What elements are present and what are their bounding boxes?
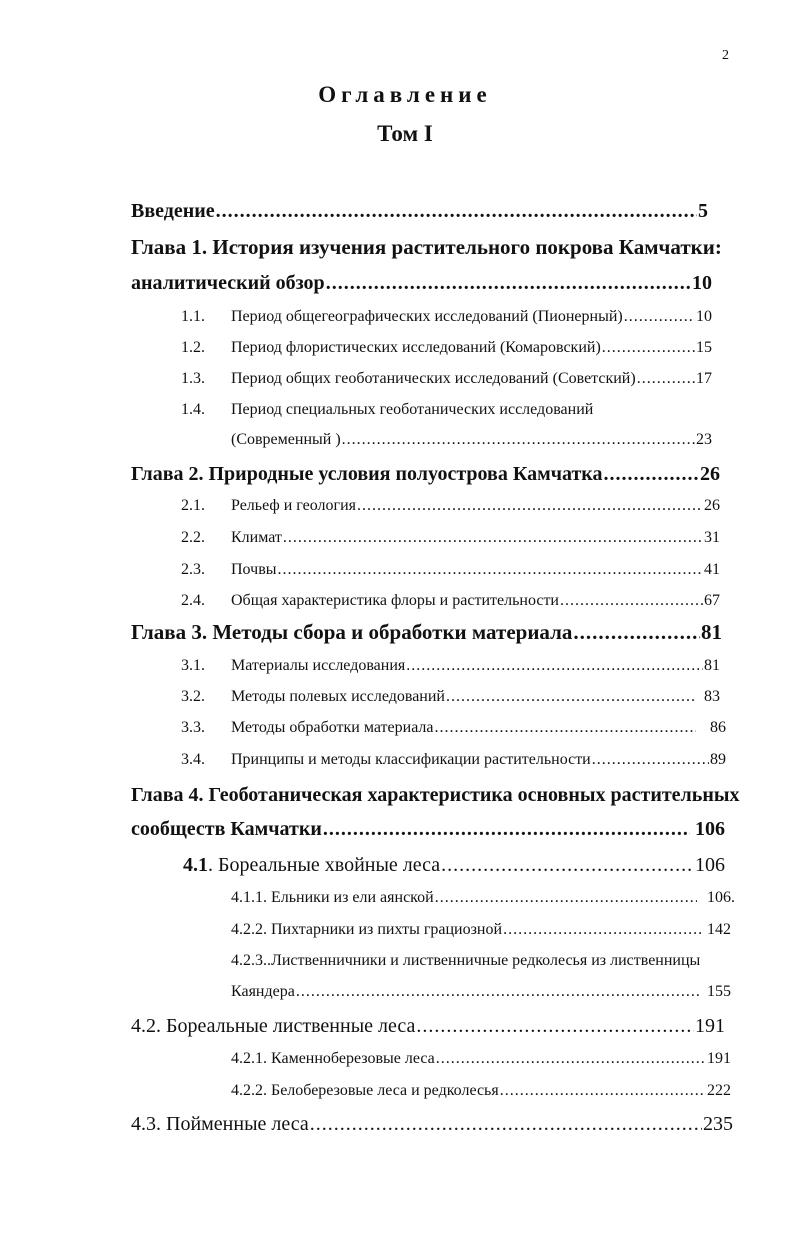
entry-page: 155 [707, 983, 731, 1000]
toc-subsection-4-1-1[interactable] [231, 890, 735, 906]
entry-title: 4.3. Пойменные леса [131, 1113, 309, 1135]
entry-title: Почвы [231, 561, 277, 578]
entry-title: Методы обработки материала [231, 719, 434, 736]
toc-subsection-4-2-3-line1[interactable]: 4.2.3..Лиственничники и лиственничные редколесья из лиственницы [231, 952, 701, 969]
entry-title: 4.1.1. Ельники из ели аянской [231, 889, 434, 906]
toc-section-1-4[interactable] [231, 432, 712, 448]
toc-section-2-2[interactable] [231, 530, 720, 546]
entry-title: (Современный ) [231, 431, 341, 448]
toc-section-4-2[interactable] [131, 1016, 725, 1036]
dot-leader [435, 720, 696, 736]
toc-section-4-3[interactable] [131, 1114, 733, 1134]
entry-page: 10 [696, 308, 712, 325]
entry-title: 4.2.2. Пихтарники из пихты грациозной [231, 921, 503, 938]
toc-subsection-4-2-2-birch[interactable] [231, 1083, 731, 1099]
dot-leader [446, 689, 694, 705]
entry-title: Глава 2. Природные условия полуострова Камчатка [131, 463, 603, 485]
dot-leader [592, 752, 709, 768]
entry-page: 10 [692, 272, 712, 294]
entry-title: Материалы исследования [231, 657, 406, 674]
entry-page: 106. [707, 889, 735, 906]
dot-leader [283, 530, 703, 546]
entry-page: 142 [707, 921, 731, 938]
entry-title: Период общих геоботанических исследований (Советский) [231, 370, 636, 387]
entry-page: 67 [704, 592, 720, 609]
toc-chapter-1[interactable] [131, 273, 712, 293]
dot-leader [296, 984, 702, 1000]
toc-section-3-2[interactable] [231, 689, 720, 705]
entry-page: 31 [704, 529, 720, 546]
dot-leader [436, 1051, 706, 1067]
toc-section-3-1[interactable] [231, 658, 720, 674]
toc-chapter-2[interactable] [131, 464, 720, 484]
dot-leader [435, 890, 697, 906]
toc-subsection-4-2-3[interactable] [231, 984, 731, 1000]
entry-page: 15 [696, 339, 712, 356]
entry-title [183, 855, 440, 875]
section-number: 4.1 [183, 854, 208, 876]
section-number: 2.2. [181, 529, 205, 546]
entry-title: 4.2.1. Каменноберезовые леса [231, 1050, 435, 1067]
section-number: 1.4. [181, 401, 205, 418]
dot-leader [503, 922, 702, 938]
section-number: 2.3. [181, 561, 205, 578]
toc-chapter-4[interactable] [131, 819, 725, 839]
toc-section-1-3[interactable] [231, 371, 712, 387]
entry-page: 235 [703, 1113, 733, 1135]
toc-section-1-4-line1[interactable]: Период специальных геоботанических исследований [231, 401, 594, 418]
section-number: 1.2. [181, 339, 205, 356]
dot-leader [406, 658, 703, 674]
dot-leader [278, 562, 704, 578]
entry-page: 222 [707, 1082, 731, 1099]
entry-page: 81 [704, 657, 720, 674]
volume-title: Том I [377, 121, 433, 146]
entry-page: 81 [701, 620, 722, 644]
dot-leader [326, 273, 691, 293]
entry-title: аналитический обзор [131, 272, 325, 294]
entry-page: 26 [700, 463, 720, 485]
dot-leader [624, 309, 695, 325]
dot-leader [323, 819, 690, 839]
dot-leader [342, 432, 695, 448]
section-number: 2.1. [181, 497, 205, 514]
toc-section-2-1[interactable] [231, 498, 720, 514]
entry-page: 41 [704, 561, 720, 578]
page-number: 2 [722, 48, 729, 63]
entry-page: 89 [710, 751, 726, 768]
toc-section-1-1[interactable] [231, 309, 712, 325]
section-number: 3.2. [181, 688, 205, 705]
dot-leader [357, 498, 703, 514]
section-number: 3.4. [181, 751, 205, 768]
toc-subsection-4-2-2-fir[interactable] [231, 922, 731, 938]
entry-page: 86 [710, 719, 726, 736]
dot-leader [216, 201, 697, 221]
section-number: 2.4. [181, 592, 205, 609]
section-number: 3.1. [181, 657, 205, 674]
entry-title: Введение [131, 200, 215, 222]
toc-chapter-1-line1[interactable]: Глава 1. История изучения растительного покрова Камчатки: [131, 235, 722, 259]
entry-title: Рельеф и геология [231, 497, 357, 514]
section-number: 3.3. [181, 719, 205, 736]
toc-chapter-4-line1[interactable]: Глава 4. Геоботаническая характеристика основных растительных [131, 784, 740, 806]
entry-title: Принципы и методы классификации растительности [231, 751, 591, 768]
toc-section-2-3[interactable] [231, 562, 720, 578]
toc-subsection-4-2-1[interactable] [231, 1051, 731, 1067]
toc-section-3-4[interactable] [231, 752, 726, 768]
entry-page: 106 [695, 854, 725, 876]
dot-leader [310, 1114, 702, 1134]
entry-title: Методы полевых исследований [231, 688, 445, 705]
toc-section-4-1[interactable] [183, 855, 725, 875]
entry-page: 83 [704, 688, 720, 705]
entry-page: 106 [695, 818, 725, 840]
entry-title: 4.2.2. Белоберезовые леса и редколесья [231, 1082, 499, 1099]
dot-leader [416, 1016, 694, 1036]
toc-title: Оглавление [318, 82, 492, 107]
entry-page: 17 [696, 370, 712, 387]
toc-entry-intro[interactable] [131, 201, 708, 221]
entry-title: Общая характеристика флоры и растительности [231, 592, 559, 609]
entry-page: 191 [707, 1050, 731, 1067]
toc-chapter-3[interactable] [131, 622, 722, 643]
entry-title: Климат [231, 529, 282, 546]
dot-leader [602, 340, 695, 356]
entry-page: 5 [698, 200, 708, 222]
dot-leader [637, 371, 695, 387]
entry-title: Каяндера [231, 983, 295, 1000]
entry-title: сообществ Камчатки [131, 818, 322, 840]
dot-leader [500, 1083, 706, 1099]
section-number: 1.1. [181, 308, 205, 325]
dot-leader [441, 855, 694, 875]
entry-page: 23 [696, 431, 712, 448]
entry-page: 26 [704, 497, 720, 514]
toc-section-3-3[interactable] [231, 720, 726, 736]
entry-title: Период общегеографических исследований (Пионерный) [231, 308, 623, 325]
entry-title: Глава 3. Методы сбора и обработки материала [131, 620, 573, 644]
section-title: . Бореальные хвойные леса [208, 854, 441, 876]
dot-leader [573, 622, 700, 643]
toc-section-1-2[interactable] [231, 340, 712, 356]
dot-leader [604, 464, 699, 484]
entry-title: Период флористических исследований (Комаровский) [231, 339, 601, 356]
toc-section-2-4[interactable] [231, 593, 720, 609]
section-number: 1.3. [181, 370, 205, 387]
entry-page: 191 [695, 1015, 725, 1037]
dot-leader [560, 593, 703, 609]
entry-title: 4.2. Бореальные лиственные леса [131, 1015, 416, 1037]
